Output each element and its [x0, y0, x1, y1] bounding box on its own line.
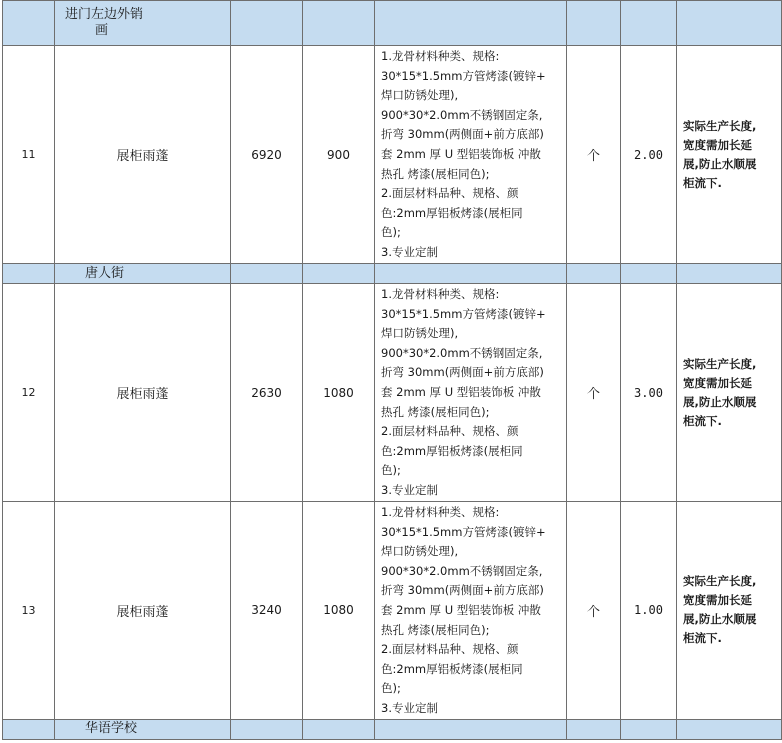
section-title: 华语学校 — [55, 719, 231, 739]
item-width: 3240 — [231, 502, 303, 720]
item-unit: 个 — [567, 284, 621, 502]
item-unit: 个 — [567, 502, 621, 720]
item-description: 1.龙骨材料种类、规格: 30*15*1.5mm方管烤漆(镀锌+ 焊口防锈处理), 900*30*2.0mm不锈钢固定条, 折弯 30mm(两侧面+前方底部) 套 2mm 厚 U 型铝装饰板 冲散 热孔 烤漆(展柜同色); 2.面层材料品种、规格、颜 色:2mm厚铝板烤漆(展柜同 色); 3.专业定制 — [375, 502, 567, 720]
section-row — [3, 1, 782, 46]
item-name: 展柜雨蓬 — [55, 284, 231, 502]
item-number: 13 — [3, 502, 55, 720]
section-row — [3, 719, 782, 739]
item-quantity: 3.00 — [621, 284, 677, 502]
table-row — [3, 502, 782, 720]
item-name: 展柜雨蓬 — [55, 46, 231, 264]
item-unit: 个 — [567, 46, 621, 264]
item-height: 1080 — [303, 502, 375, 720]
item-remark: 实际生产长度, 宽度需加长延 展,防止水顺展 柜流下. — [677, 46, 782, 264]
item-quantity: 1.00 — [621, 502, 677, 720]
section-title: 唐人街 — [55, 264, 231, 284]
item-height: 900 — [303, 46, 375, 264]
item-name: 展柜雨蓬 — [55, 502, 231, 720]
item-remark: 实际生产长度, 宽度需加长延 展,防止水顺展 柜流下. — [677, 502, 782, 720]
item-width: 6920 — [231, 46, 303, 264]
section-title: 进门左边外销 画 — [55, 1, 231, 46]
item-width: 2630 — [231, 284, 303, 502]
item-height: 1080 — [303, 284, 375, 502]
item-description: 1.龙骨材料种类、规格: 30*15*1.5mm方管烤漆(镀锌+ 焊口防锈处理), 900*30*2.0mm不锈钢固定条, 折弯 30mm(两侧面+前方底部) 套 2mm 厚 U 型铝装饰板 冲散 热孔 烤漆(展柜同色); 2.面层材料品种、规格、颜 色:2mm厚铝板烤漆(展柜同 色); 3.专业定制 — [375, 46, 567, 264]
item-description: 1.龙骨材料种类、规格: 30*15*1.5mm方管烤漆(镀锌+ 焊口防锈处理), 900*30*2.0mm不锈钢固定条, 折弯 30mm(两侧面+前方底部) 套 2mm 厚 U 型铝装饰板 冲散 热孔 烤漆(展柜同色); 2.面层材料品种、规格、颜 色:2mm厚铝板烤漆(展柜同 色); 3.专业定制 — [375, 284, 567, 502]
section-row — [3, 264, 782, 284]
item-quantity: 2.00 — [621, 46, 677, 264]
table-row — [3, 46, 782, 264]
table-row — [3, 284, 782, 502]
item-number: 12 — [3, 284, 55, 502]
item-remark: 实际生产长度, 宽度需加长延 展,防止水顺展 柜流下. — [677, 284, 782, 502]
quote-table — [2, 0, 782, 740]
item-number: 11 — [3, 46, 55, 264]
